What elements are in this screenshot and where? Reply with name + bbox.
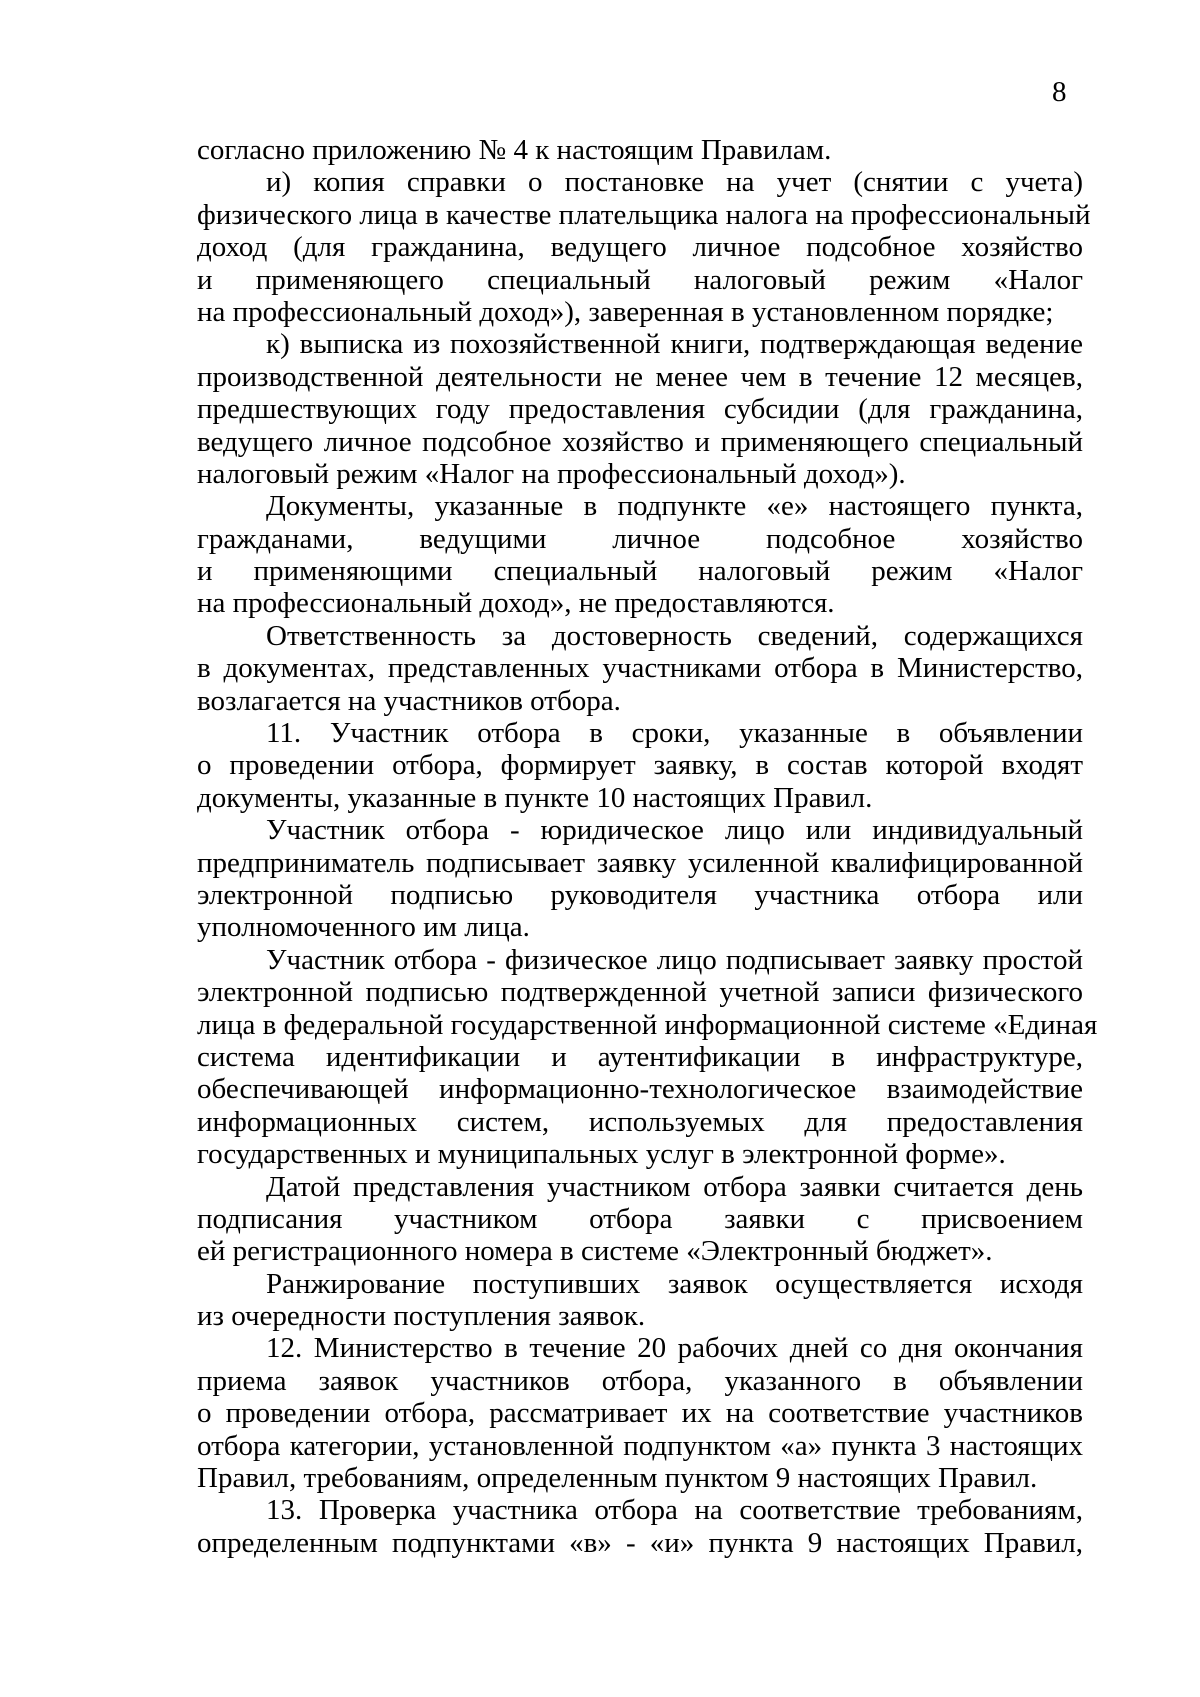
text-line: на профессиональный доход», не предоставляются. [197, 587, 835, 620]
text-line: и применяющего специальный налоговый режим «Налог [197, 263, 1083, 296]
text-line: на профессиональный доход»), заверенная в установленном порядке; [197, 295, 1054, 328]
text-line: уполномоченного им лица. [197, 911, 530, 944]
text-line: предшествующих году предоставления субсидии (для гражданина, [197, 393, 1083, 426]
text-line: Участник отбора - физическое лицо подписывает заявку простой [266, 943, 1083, 976]
text-line: документы, указанные в пункте 10 настоящих Правил. [197, 781, 873, 814]
text-line: информационных систем, используемых для предоставления [197, 1105, 1083, 1138]
text-line: о проведении отбора, рассматривает их на соответствие участников [197, 1397, 1083, 1430]
text-line: Участник отбора - юридическое лицо или индивидуальный [266, 814, 1083, 847]
text-line: из очередности поступления заявок. [197, 1300, 646, 1333]
text-line: налоговый режим «Налог на профессиональный доход»). [197, 457, 906, 490]
text-line: электронной подписью подтвержденной учетной записи физического [197, 976, 1083, 1009]
text-line: к) выписка из похозяйственной книги, подтверждающая ведение [266, 328, 1083, 361]
text-line: Ранжирование поступивших заявок осуществляется исходя [266, 1267, 1083, 1300]
text-line: система идентификации и аутентификации в инфраструктуре, [197, 1040, 1083, 1073]
text-line: ведущего личное подсобное хозяйство и применяющего специальный [197, 425, 1083, 458]
text-line: обеспечивающей информационно-технологическое взаимодействие [197, 1073, 1083, 1106]
text-line: Правил, требованиям, определенным пунктом 9 настоящих Правил. [197, 1462, 1038, 1495]
text-line: подписания участником отбора заявки с присвоением [197, 1202, 1083, 1235]
text-line: Датой представления участником отбора заявки считается день [266, 1170, 1083, 1203]
text-line: приема заявок участников отбора, указанного в объявлении [197, 1364, 1083, 1397]
text-line: возлагается на участников отбора. [197, 684, 621, 717]
text-line: 12. Министерство в течение 20 рабочих дней со дня окончания [266, 1332, 1083, 1365]
text-line: предприниматель подписывает заявку усиленной квалифицированной [197, 846, 1083, 879]
page-number: 8 [1052, 76, 1067, 108]
text-line: 11. Участник отбора в сроки, указанные в объявлении [266, 717, 1083, 750]
text-line: о проведении отбора, формирует заявку, в состав которой входят [197, 749, 1083, 782]
text-line: ей регистрационного номера в системе «Электронный бюджет». [197, 1235, 993, 1268]
document-body [197, 134, 1098, 1559]
text-line: и) копия справки о постановке на учет (снятии с учета) [266, 166, 1083, 199]
text-line: доход (для гражданина, ведущего личное подсобное хозяйство [197, 231, 1083, 264]
text-line: определенным подпунктами «в» - «и» пункта 9 настоящих Правил, [197, 1526, 1083, 1559]
text-line: Документы, указанные в подпункте «е» настоящего пункта, [266, 490, 1083, 523]
text-line: Ответственность за достоверность сведений, содержащихся [266, 619, 1083, 652]
text-line: лица в федеральной государственной информационной системе «Единая [197, 1008, 1098, 1041]
text-line: государственных и муниципальных услуг в электронной форме». [197, 1138, 1006, 1171]
text-line: и применяющими специальный налоговый режим «Налог [197, 555, 1083, 588]
text-line: электронной подписью руководителя участника отбора или [197, 878, 1083, 911]
text-line: 13. Проверка участника отбора на соответствие требованиям, [266, 1494, 1083, 1527]
text-line: производственной деятельности не менее чем в течение 12 месяцев, [197, 360, 1083, 393]
text-line: физического лица в качестве плательщика налога на профессиональный [197, 198, 1091, 231]
text-line: гражданами, ведущими личное подсобное хозяйство [197, 522, 1083, 555]
text-line: согласно приложению № 4 к настоящим Правилам. [197, 134, 832, 166]
text-line: отбора категории, установленной подпунктом «а» пункта 3 настоящих [197, 1429, 1083, 1462]
text-line: в документах, представленных участниками отбора в Министерство, [197, 652, 1083, 685]
